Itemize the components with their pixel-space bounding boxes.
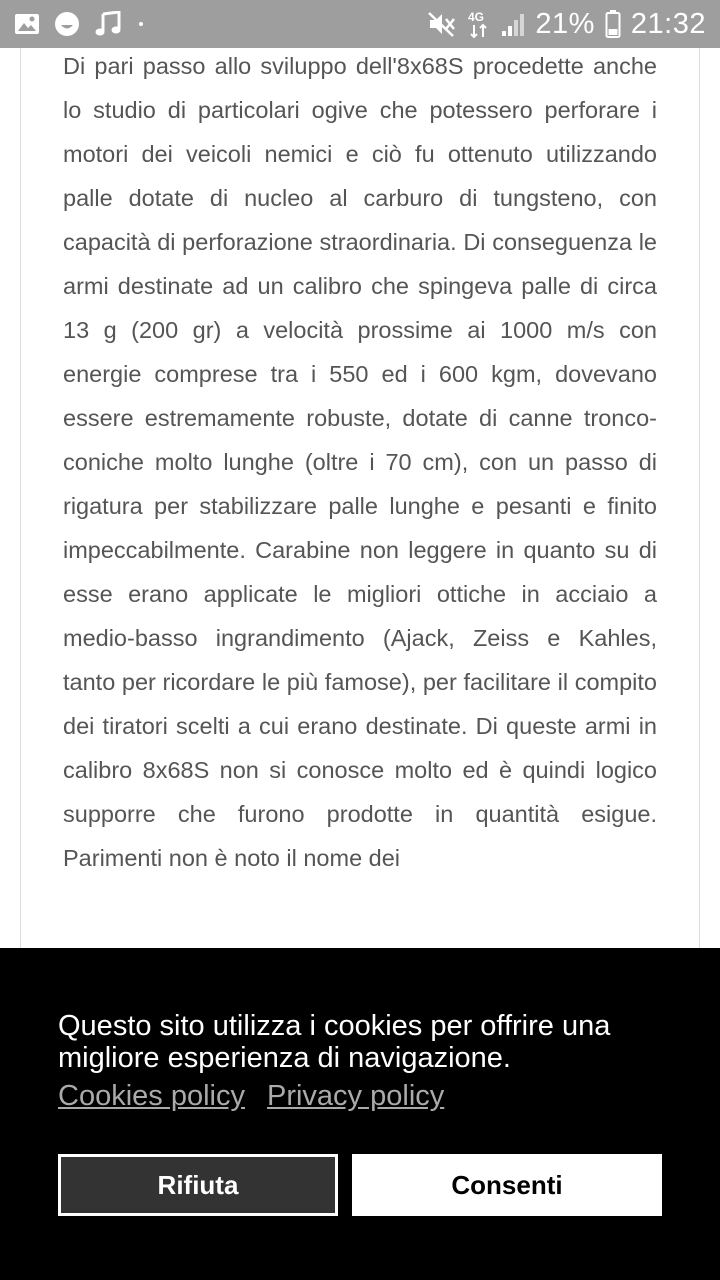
- cookies-policy-link[interactable]: Cookies policy: [58, 1080, 245, 1112]
- cookie-banner: [0, 948, 720, 1280]
- dot-icon: [136, 19, 146, 29]
- status-bar: [0, 0, 720, 48]
- battery-icon: [605, 10, 621, 38]
- mute-icon: [427, 11, 457, 37]
- music-icon: [94, 11, 122, 37]
- privacy-policy-link[interactable]: Privacy policy: [266, 1080, 445, 1112]
- signal-icon: [501, 11, 525, 37]
- article-paragraph: Di pari passo allo sviluppo dell'8x68S procedette anche lo studio di particolari ogive che potessero perforare i motori dei veicoli nemici e ciò fu ottenuto utilizzando palle dotate di nucleo al carburo di tungsteno, con capacità di perforazione straordinaria. Di conseguenza le armi destinate ad un calibro che spingeva palle di circa 13 g (200 gr) a velocità prossime ai 1000 m/s con energie comprese tra i 550 ed i 600 kgm, dovevano essere estremamente robuste, dotate di canne tronco-coniche molto lunghe (oltre i 70 cm), con un passo di rigatura per stabilizzare palle lunghe e pesanti e finito impeccabilmente. Carabine non leggere in quanto su di esse erano applicate le migliori ottiche in acciaio a medio-basso ingrandimento (Ajack, Zeiss e Kahles, tanto per ricordare le più famose), per facilitare il compito dei tiratori scelti a cui erano destinate. Di queste armi in calibro 8x68S non si conosce molto ed è quindi logico supporre che furono prodotte in quantità esigue. Parimenti non è noto il nome dei: [63, 53, 657, 871]
- article-content: [20, 48, 700, 948]
- network-4g-icon: [467, 9, 491, 39]
- accept-button[interactable]: Consenti: [352, 1154, 662, 1216]
- reject-button[interactable]: Rifiuta: [58, 1154, 338, 1216]
- battery-percent: 21%: [535, 7, 595, 40]
- cookie-message: Questo sito utilizza i cookies per offrire una migliore esperienza di navigazione.: [58, 1010, 611, 1074]
- status-bar-right: [427, 8, 706, 41]
- cookie-links: [58, 1080, 444, 1113]
- svg-text:4G: 4G: [468, 10, 485, 24]
- image-icon: [14, 13, 40, 35]
- clock: 21:32: [630, 7, 706, 40]
- face-icon: [54, 11, 80, 37]
- status-bar-left: [14, 11, 146, 37]
